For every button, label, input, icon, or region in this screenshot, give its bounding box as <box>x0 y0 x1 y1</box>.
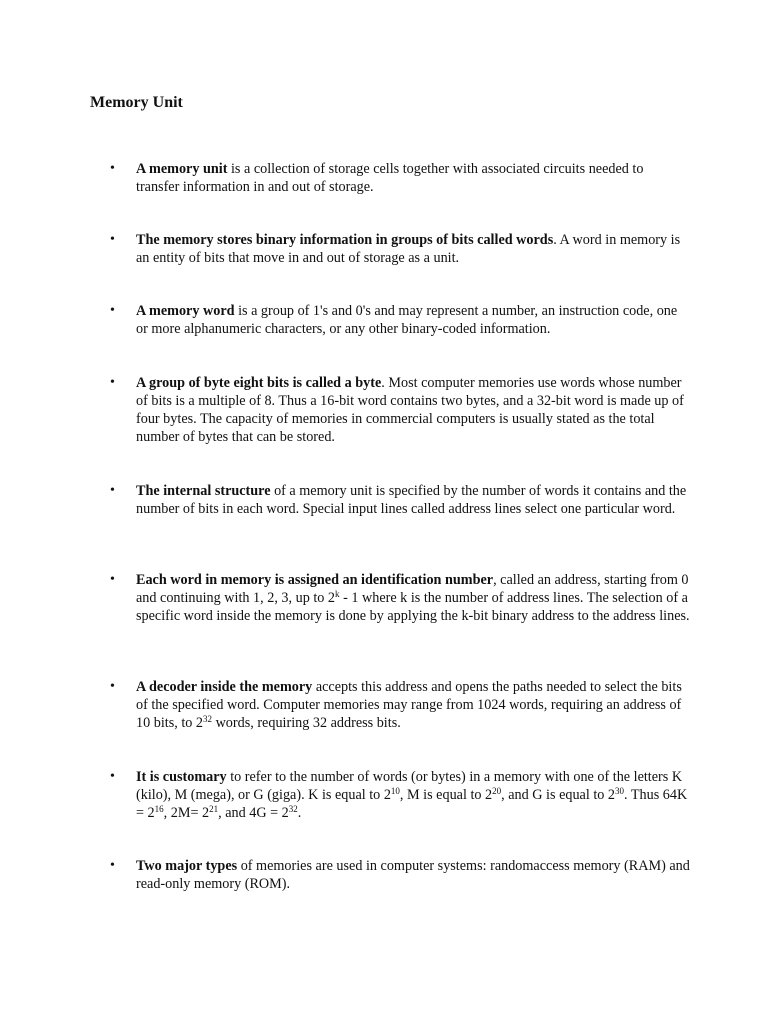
superscript: k <box>335 589 340 599</box>
body-text: . A word in memory is an entity of bits that move in and out of storage as a unit. <box>136 232 681 266</box>
emphasis-text: A memory unit <box>136 161 228 177</box>
list-item <box>110 857 690 893</box>
emphasis-text: A memory word <box>136 303 235 319</box>
emphasis-text: It is customary <box>136 769 227 785</box>
list-item <box>110 302 690 338</box>
body-text: , and 4G = 2 <box>218 805 289 821</box>
bullet-icon: • <box>110 483 115 498</box>
emphasis-text: A group of byte eight bits is called a byte <box>136 375 382 391</box>
bullet-icon: • <box>110 769 115 784</box>
bullet-icon: • <box>110 303 115 318</box>
body-text: , 2M= 2 <box>163 805 210 821</box>
body-text: . <box>297 805 302 821</box>
body-text: . Most computer memories use words whose number of bits is a multiple of 8. Thus a 16-bit word contains two bytes, and a 32-bit word is made up of four bytes. The capacity of memories in commercial computers is usually stated as the total number of bytes that can be stored. <box>136 375 684 445</box>
body-text: . Thus 64K = 2 <box>136 787 688 821</box>
body-text: is a group of 1's and 0's and may represent a number, an instruction code, one or more alphanumeric characters, or any other binary-coded information. <box>136 303 678 337</box>
superscript: 16 <box>154 804 164 814</box>
body-text: is a collection of storage cells together with associated circuits needed to transfer information in and out of storage. <box>136 161 644 195</box>
emphasis-text: Each word in memory is assigned an identification number <box>136 572 494 588</box>
bullet-icon: • <box>110 572 115 587</box>
list-item <box>110 571 690 625</box>
list-item-text <box>136 374 690 446</box>
list-item-text <box>136 678 690 732</box>
body-text: to refer to the number of words (or bytes) in a memory with one of the letters K (kilo), M (mega), or G (giga). K is equal to 2 <box>136 769 683 803</box>
list-item-text <box>136 160 690 196</box>
bullet-icon: • <box>110 375 115 390</box>
list-item <box>110 768 690 822</box>
list-item-text <box>136 857 690 893</box>
bullet-icon: • <box>110 161 115 176</box>
superscript: 20 <box>492 786 502 796</box>
body-text: , and G is equal to 2 <box>501 787 616 803</box>
list-item <box>110 231 690 267</box>
list-item-text <box>136 768 690 822</box>
superscript: 30 <box>615 786 625 796</box>
list-item <box>110 160 690 196</box>
superscript: 32 <box>288 804 298 814</box>
superscript: 10 <box>390 786 400 796</box>
emphasis-text: The memory stores binary information in groups of bits called words <box>136 232 554 248</box>
emphasis-text: The internal structure <box>136 483 271 499</box>
bullet-icon: • <box>110 679 115 694</box>
superscript: 32 <box>203 714 213 724</box>
body-text: , called an address, starting from 0 and continuing with 1, 2, 3, up to 2 <box>136 572 689 606</box>
body-text: of a memory unit is specified by the number of words it contains and the number of bits in each word. Special input lines called address lines select one particular word. <box>136 483 687 517</box>
page-title: Memory Unit <box>90 94 183 111</box>
list-item <box>110 374 690 446</box>
bullet-icon: • <box>110 232 115 247</box>
body-text: - 1 where k is the number of address lines. The selection of a specific word inside the memory is done by applying the k-bit binary address to the address lines. <box>136 590 690 624</box>
body-text: words, requiring 32 address bits. <box>212 715 401 731</box>
list-item <box>110 678 690 732</box>
superscript: 21 <box>209 804 219 814</box>
body-text: of memories are used in computer systems: randomaccess memory (RAM) and read-only memory (ROM). <box>136 858 690 892</box>
list-item <box>110 482 690 518</box>
emphasis-text: Two major types <box>136 858 238 874</box>
list-item-text <box>136 571 690 625</box>
bullet-icon: • <box>110 858 115 873</box>
list-item-text <box>136 231 690 267</box>
body-text: , M is equal to 2 <box>399 787 493 803</box>
emphasis-text: A decoder inside the memory <box>136 679 313 695</box>
body-text: accepts this address and opens the paths needed to select the bits of the specified word. Computer memories may range from 1024 words, requiring an address of 10 bits, to 2 <box>136 679 682 731</box>
list-item-text <box>136 302 690 338</box>
list-item-text <box>136 482 690 518</box>
